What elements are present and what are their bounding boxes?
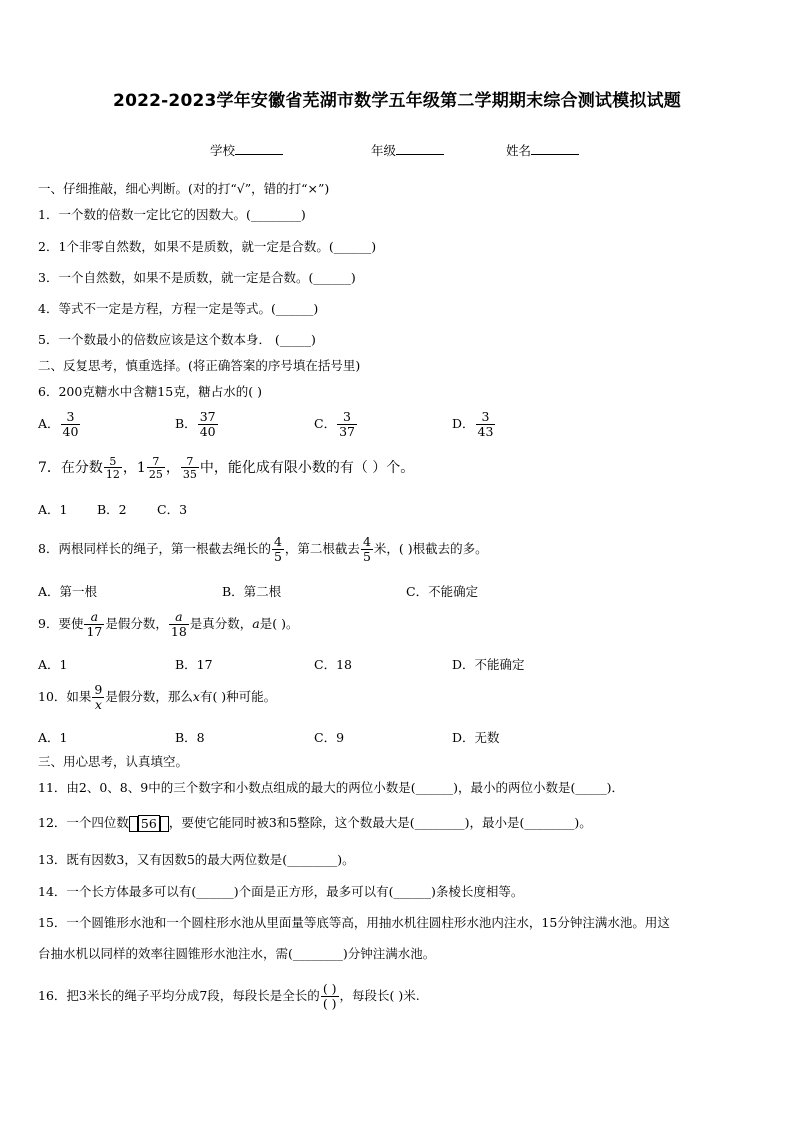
grade-blank — [396, 143, 444, 155]
digit-box-right — [160, 816, 169, 832]
question-5: 5．一个数最小的倍数应该是这个数本身． (_____) — [38, 332, 316, 347]
question-3: 3．一个自然数，如果不是质数，就一定是合数。(______) — [38, 270, 356, 285]
q6-option-b — [175, 411, 219, 438]
q10-middle: 是假分数，那么 — [105, 689, 193, 704]
q10-option-c: C．9 — [314, 730, 345, 745]
fraction-numerator: a — [175, 609, 183, 624]
q10-option-b: B．8 — [175, 730, 205, 745]
q10-suffix: 有( )种可能。 — [199, 689, 277, 704]
q7-separator: ，1 — [122, 460, 146, 476]
q8-option-b: B．第二根 — [222, 584, 282, 599]
fraction-numerator: a — [90, 609, 99, 624]
q7-fraction-2 — [147, 456, 165, 480]
q7-option-c: C．3 — [157, 502, 188, 517]
fraction-numerator: 4 — [362, 534, 371, 549]
q9-option-a: A．1 — [38, 657, 68, 672]
fraction-numerator: 3 — [343, 409, 351, 424]
q6-option-c — [314, 411, 358, 438]
question-13: 13．既有因数3，又有因数5的最大两位数是(________)。 — [38, 852, 355, 867]
question-16 — [38, 983, 420, 1010]
fraction-numerator: 5 — [109, 455, 117, 468]
fraction-denominator: 25 — [148, 468, 163, 481]
section-1-heading: 一、仔细推敲，细心判断。(对的打“√”，错的打“×”) — [38, 181, 330, 196]
q12-suffix: ，要使它能同时被3和5整除，这个数最大是(________)，最小是(________)。 — [168, 815, 592, 830]
q6-option-a-fraction — [61, 411, 81, 438]
q10-prefix: 10．如果 — [38, 689, 92, 704]
q16-fraction — [321, 983, 339, 1010]
fraction-denominator: 5 — [273, 548, 282, 564]
q7-option-a: A．1 — [38, 502, 68, 517]
q10-option-d: D．无数 — [452, 730, 500, 745]
q9-suffix: 是( )。 — [259, 616, 299, 631]
question-6-stem: 6．200克糖水中含糖15克，糖占水的( ) — [38, 384, 262, 399]
school-label: 学校 — [210, 143, 236, 158]
fraction-numerator: 7 — [152, 455, 160, 468]
q9-variable: a — [252, 616, 260, 631]
q16-suffix: ，每段长( )米. — [339, 988, 420, 1003]
q6-option-d-fraction — [476, 411, 496, 438]
q6-option-b-label: B． — [175, 416, 197, 431]
question-8-stem — [38, 536, 488, 563]
q6-option-a-label: A． — [38, 416, 60, 431]
fraction-numerator: 3 — [481, 409, 490, 424]
name-label: 姓名 — [506, 143, 532, 158]
q10-option-a: A．1 — [38, 730, 68, 745]
q7-separator: ， — [165, 460, 180, 476]
q8-middle: ，第二根截去 — [284, 541, 360, 556]
q8-fraction-2 — [361, 536, 373, 563]
section-2-heading: 二、反复思考，慎重选择。(将正确答案的序号填在括号里) — [38, 358, 361, 373]
question-11: 11．由2、0、8、9中的三个数字和小数点组成的最大的两位小数是(______)，最小的两位小数是(_____)． — [38, 780, 624, 795]
question-14: 14．一个长方体最多可以有(______)个面是正方形，最多可以有(______)条棱长度相等。 — [38, 884, 524, 899]
fraction-denominator: 40 — [199, 423, 216, 439]
school-blank — [235, 143, 283, 155]
question-9-stem — [38, 611, 298, 638]
q9-fraction-2 — [169, 611, 189, 638]
fraction-denominator: 37 — [339, 423, 355, 439]
fraction-denominator: ( ) — [322, 995, 337, 1011]
grade-label: 年级 — [371, 143, 397, 158]
q6-option-b-fraction — [198, 411, 218, 438]
fraction-denominator: x — [92, 697, 104, 712]
q6-option-c-label: C． — [314, 416, 337, 431]
question-10-stem — [38, 684, 276, 711]
fraction-denominator: 43 — [477, 423, 494, 439]
q6-option-a — [38, 411, 81, 438]
grade-field — [371, 141, 444, 159]
question-15-line-1: 15．一个圆锥形水池和一个圆柱形水池从里面量等底等高，用抽水机往圆柱形水池内注水，15分钟注满水池。用这 — [38, 915, 670, 930]
digit-box-left — [129, 816, 138, 832]
q7-fraction-1 — [104, 456, 122, 480]
q6-option-c-fraction — [337, 411, 357, 438]
q10-variable: x — [192, 689, 200, 704]
fraction-numerator: 9 — [94, 682, 103, 697]
q9-option-c: C．18 — [314, 657, 352, 672]
question-12 — [38, 815, 592, 832]
q7-prefix: 7．在分数 — [38, 460, 103, 476]
fraction-denominator: 18 — [170, 623, 187, 639]
q8-option-a: A．第一根 — [38, 584, 98, 599]
q10-fraction — [92, 684, 104, 711]
page-title: 2022-2023学年安徽省芜湖市数学五年级第二学期期末综合测试模拟试题 — [113, 91, 681, 111]
q8-prefix: 8．两根同样长的绳子，第一根截去绳长的 — [38, 541, 271, 556]
q8-option-c: C．不能确定 — [406, 584, 479, 599]
fraction-numerator: 7 — [186, 455, 194, 468]
q9-prefix: 9．要使 — [38, 616, 84, 631]
q16-prefix: 16．把3米长的绳子平均分成7段，每段长是全长的 — [38, 988, 320, 1003]
q6-option-d — [452, 411, 496, 438]
fraction-denominator: 12 — [105, 468, 120, 481]
q9-middle: 是假分数， — [105, 616, 168, 631]
name-blank — [531, 143, 579, 155]
question-4: 4．等式不一定是方程，方程一定是等式。(______) — [38, 301, 319, 316]
fraction-denominator: 17 — [86, 623, 103, 639]
q8-suffix: 米，( )根截去的多。 — [373, 541, 488, 556]
question-1: 1．一个数的倍数一定比它的因数大。(________) — [38, 207, 306, 222]
q9-middle-2: 是真分数， — [189, 616, 253, 631]
school-field — [210, 141, 283, 159]
q7-option-b: B．2 — [97, 502, 127, 517]
q6-option-d-label: D． — [452, 416, 475, 431]
q7-suffix: 中，能化成有限小数的有（ ）个。 — [199, 460, 415, 476]
fraction-denominator: 40 — [62, 423, 79, 439]
q9-option-d: D．不能确定 — [452, 657, 525, 672]
q7-fraction-3 — [181, 456, 199, 480]
fraction-numerator: 3 — [66, 409, 75, 424]
q8-fraction-1 — [272, 536, 284, 563]
fraction-denominator: 35 — [182, 468, 197, 481]
fraction-numerator: 4 — [273, 534, 282, 549]
fraction-numerator: ( ) — [322, 981, 337, 996]
q12-prefix: 12．一个四位数 — [38, 815, 129, 830]
q9-option-b: B．17 — [175, 657, 213, 672]
question-7-stem — [38, 456, 414, 480]
q12-digits: 56 — [138, 815, 160, 832]
name-field — [506, 141, 579, 159]
q9-fraction-1 — [84, 611, 104, 638]
question-15-line-2: 台抽水机以同样的效率往圆锥形水池注水，需(________)分钟注满水池。 — [38, 946, 436, 961]
fraction-numerator: 37 — [199, 409, 216, 424]
question-2: 2．1个非零自然数，如果不是质数，就一定是合数。(______) — [38, 239, 377, 254]
fraction-denominator: 5 — [362, 548, 371, 564]
section-3-heading: 三、用心思考，认真填空。 — [38, 754, 189, 769]
